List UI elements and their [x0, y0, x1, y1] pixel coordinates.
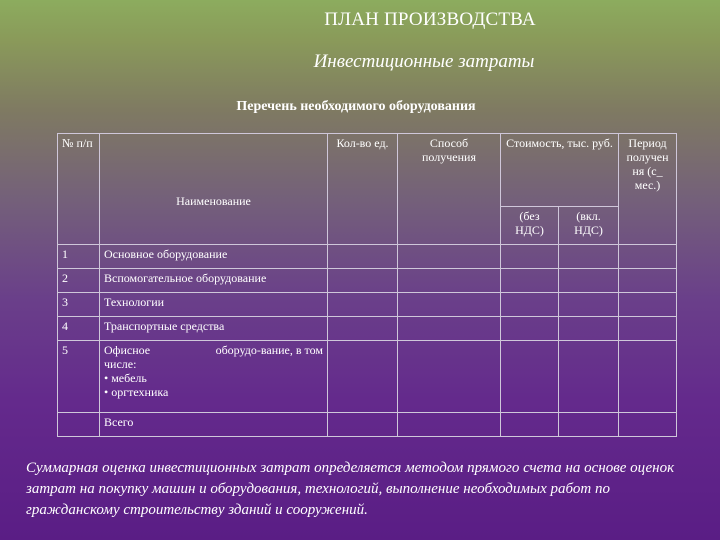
equipment-table: [57, 133, 677, 437]
table-row: [58, 317, 677, 341]
row-name-part: оборудо-вание, в том: [215, 343, 323, 357]
header-method: Способ получения: [398, 134, 501, 245]
total-label: Всего: [100, 413, 328, 437]
table-header-row: [58, 134, 677, 207]
sub-item-furniture: • мебель: [104, 371, 147, 385]
table-total-row: [58, 413, 677, 437]
row-name: Вспомогательное оборудование: [100, 269, 328, 293]
header-qty: Кол-во ед.: [328, 134, 398, 245]
header-cost: Стоимость, тыс. руб.: [501, 134, 619, 207]
header-num: № п/п: [58, 134, 100, 245]
row-name: Технологии: [100, 293, 328, 317]
summary-text: Суммарная оценка инвестиционных затрат определяется методом прямого счета на основе оценок затрат на покупку машин и оборудования, технологий, выполнение необходимых работ по гражданскому строительству зданий и сооружений.: [26, 460, 675, 518]
header-name: Наименование: [100, 134, 328, 245]
table-row: [58, 293, 677, 317]
page-subtitle: Инвестиционные затраты: [313, 51, 535, 72]
row-num: 2: [58, 269, 100, 293]
row-num: 5: [58, 341, 100, 413]
row-num: 4: [58, 317, 100, 341]
row-name-part: Офисное: [104, 343, 151, 357]
sub-item-office-equipment: • оргтехника: [104, 385, 169, 399]
page-title: ПЛАН ПРОИЗВОДСТВА: [324, 9, 536, 30]
table-row: [58, 269, 677, 293]
header-cost-with-vat: (вкл. НДС): [559, 207, 619, 245]
row-name: Транспортные средства: [100, 317, 328, 341]
row-num: 1: [58, 245, 100, 269]
row-num: 3: [58, 293, 100, 317]
row-name: [100, 341, 328, 413]
header-period: Период получен ня (с_ мес.): [619, 134, 677, 245]
table-row: [58, 245, 677, 269]
row-name: Основное оборудование: [100, 245, 328, 269]
table-heading: Перечень необходимого оборудования: [236, 99, 476, 114]
row-name-part: числе:: [104, 357, 137, 371]
table-row: [58, 341, 677, 413]
header-cost-no-vat: (без НДС): [501, 207, 559, 245]
